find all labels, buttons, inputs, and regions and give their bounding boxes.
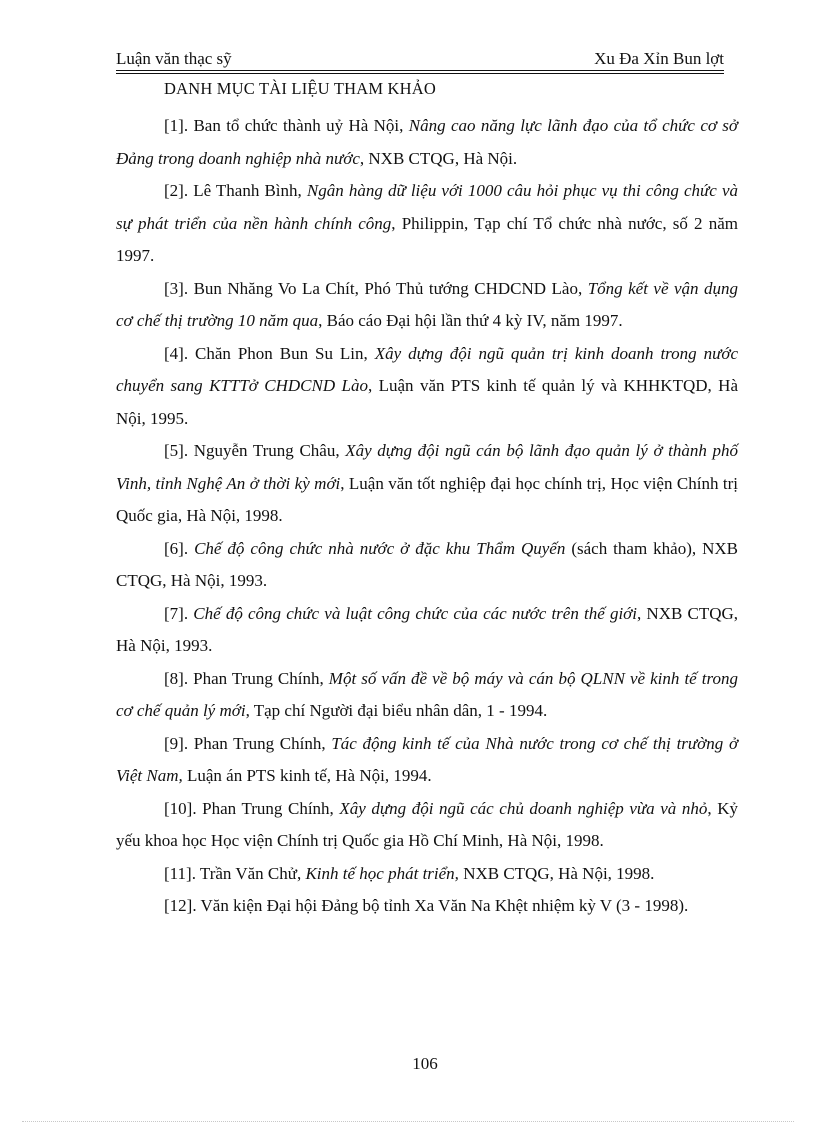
reference-details: , Tạp chí Người đại biểu nhân dân, 1 - 1994. (245, 701, 548, 720)
reference-item (116, 858, 738, 891)
reference-details: , Báo cáo Đại hội lần thứ 4 kỳ IV, năm 1997. (318, 311, 623, 330)
reference-title: Nâng cao năng lực lãnh đạo của tổ chức cơ sở Đảng trong doanh nghiệp nhà nước (116, 116, 738, 168)
reference-item (116, 793, 738, 858)
reference-title: Một số vấn đề về bộ máy và cán bộ QLNN về kinh tế trong cơ chế quản lý mới (116, 668, 738, 720)
reference-details: , NXB CTQG, Hà Nội, 1993. (116, 603, 739, 655)
reference-list (116, 110, 738, 923)
reference-author: Lê Thanh Bình, (193, 181, 307, 200)
header-left-text: Luận văn thạc sỹ (116, 49, 232, 68)
reference-number: [3]. (164, 278, 189, 298)
reference-details: , NXB CTQG, Hà Nội. (359, 148, 518, 168)
reference-number: [8]. (164, 668, 189, 688)
reference-item (116, 890, 738, 923)
page-bottom-border (22, 1121, 794, 1122)
reference-number: [9]. (164, 733, 189, 753)
reference-item (116, 728, 738, 793)
reference-title: Xây dựng đội ngũ các chủ doanh nghiệp vừa và nhỏ (339, 798, 708, 818)
reference-author: Văn kiện Đại hội Đảng bộ tỉnh Xa Văn Na Khệt nhiệm kỳ V (3 - 1998). (200, 896, 689, 915)
reference-author: Chăn Phon Bun Su Lin, (195, 343, 375, 363)
reference-details: Luận án PTS kinh tế, Hà Nội, 1994. (182, 766, 432, 785)
reference-title: Chế độ công chức và luật công chức của các nước trên thế giới (193, 603, 637, 623)
reference-item (116, 273, 738, 338)
reference-title: Ngân hàng dữ liệu với 1000 câu hỏi phục vụ thi công chức và sự phát triển của nền hành chính công (116, 181, 739, 233)
reference-title: Tổng kết về vận dụng cơ chế thị trường 10 năm qua (116, 278, 739, 330)
reference-author: Phan Trung Chính, (193, 733, 332, 753)
reference-details: (sách tham khảo), NXB CTQG, Hà Nội, 1993. (116, 538, 738, 590)
header-rule (116, 70, 724, 71)
reference-number: [2]. (164, 181, 189, 200)
reference-item (116, 175, 738, 273)
reference-author: Ban tổ chức thành uỷ Hà Nội, (193, 116, 409, 135)
reference-number: [4]. (164, 343, 189, 363)
header-right-text: Xu Đa Xỉn Bun lợt (594, 49, 724, 68)
reference-item (116, 533, 738, 598)
reference-number: [6]. (164, 538, 189, 558)
reference-number: [5]. (164, 441, 189, 460)
header-rule-thin (116, 73, 724, 74)
reference-title: Tác động kinh tế của Nhà nước trong cơ chế thị trường ở Việt Nam, (116, 733, 739, 785)
reference-author: Trần Văn Chử, (199, 863, 306, 883)
reference-number: [7]. (164, 603, 189, 623)
reference-author: Nguyễn Trung Châu, (193, 441, 346, 460)
reference-details: , Kỷ yếu khoa học Học viện Chính trị Quốc gia Hồ Chí Minh, Hà Nội, 1998. (116, 798, 738, 850)
reference-author: Phan Trung Chính, (202, 798, 340, 818)
reference-item (116, 338, 738, 436)
reference-details: NXB CTQG, Hà Nội, 1998. (458, 863, 655, 883)
reference-item (116, 598, 738, 663)
reference-item (116, 663, 738, 728)
reference-details: , Luận văn PTS kinh tế quản lý và KHHKTQD, Hà Nội, 1995. (116, 376, 738, 428)
reference-number: [12]. (164, 896, 197, 915)
reference-details: , Luận văn tốt nghiệp đại học chính trị, Học viện Chính trị Quốc gia, Hà Nội, 1998. (116, 473, 739, 525)
reference-number: [1]. (164, 116, 189, 135)
reference-item (116, 110, 738, 175)
reference-author: Bun Nhăng Vo La Chít, Phó Thủ tướng CHDCND Lào, (193, 278, 588, 298)
section-title: DANH MỤC TÀI LIỆU THAM KHẢO (164, 79, 436, 98)
reference-author: Phan Trung Chính, (193, 668, 329, 688)
reference-number: [10]. (164, 798, 197, 818)
reference-title: Kinh tế học phát triển, (305, 863, 459, 883)
page-number: 106 (412, 1054, 438, 1073)
reference-title: Chế độ công chức nhà nước ở đặc khu Thẩm Quyến (194, 538, 566, 558)
reference-number: [11]. (164, 863, 196, 883)
reference-item (116, 435, 738, 533)
reference-details: , Philippin, Tạp chí Tổ chức nhà nước, số 2 năm 1997. (116, 213, 738, 265)
reference-title: Xây dựng đội ngũ cán bộ lãnh đạo quản lý ở thành phố Vinh, tỉnh Nghệ An ở thời kỳ mới (116, 441, 738, 493)
reference-title: Xây dựng đội ngũ quản trị kinh doanh trong nước chuyển sang KTTTở CHDCND Lào (116, 343, 738, 395)
